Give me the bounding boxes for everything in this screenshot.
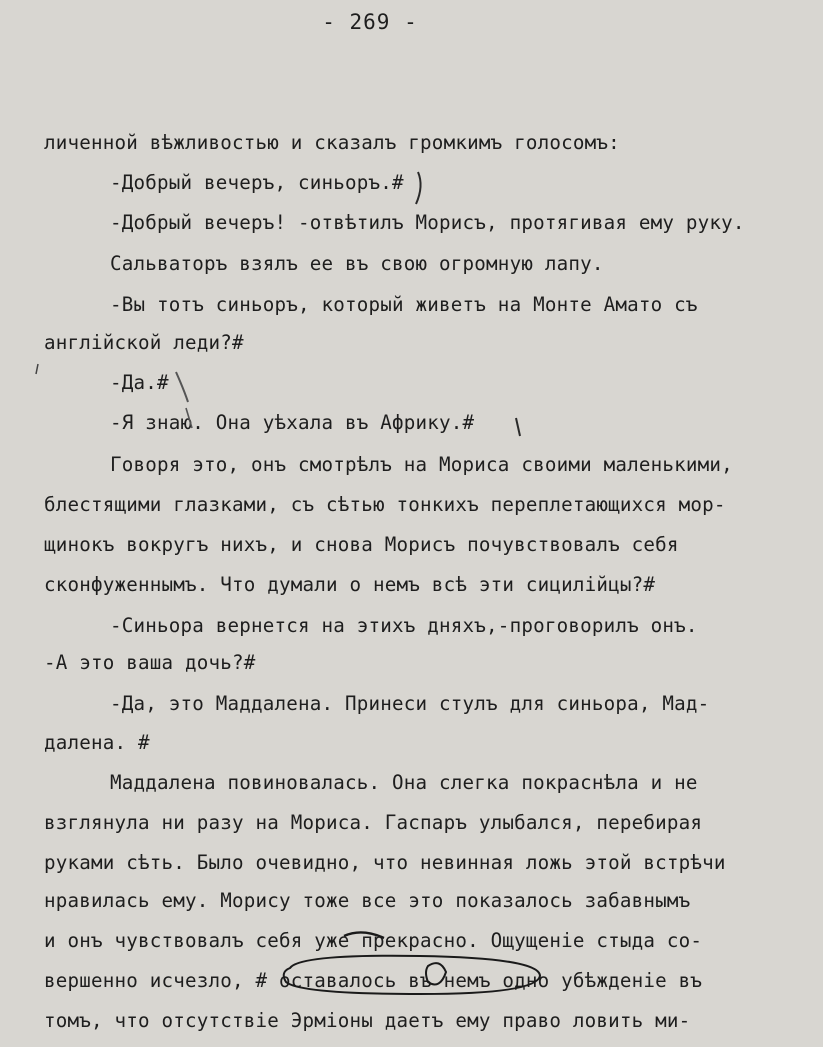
- margin-tick-mark: [36, 364, 38, 374]
- pencil-stroke-mark: [416, 172, 421, 204]
- text-line: -Синьора вернется на этихъ дняхъ,-проговорилъ онъ.: [110, 614, 698, 637]
- text-line: сконфуженнымъ. Что думали о немъ всѣ эти сицилійцы?#: [44, 573, 656, 596]
- text-line: -Да, это Маддалена. Принеси стулъ для синьора, Мад-: [110, 692, 710, 715]
- text-line: личенной вѣжливостью и сказалъ громкимъ голосомъ:: [44, 131, 620, 154]
- text-line: щинокъ вокругъ нихъ, и снова Морисъ почувствовалъ себя: [44, 533, 679, 556]
- text-line: -Я знаю. Она уѣхала въ Африку.#: [110, 411, 475, 434]
- text-line: -Да.#: [110, 371, 169, 394]
- text-line: англійской леди?#: [44, 331, 244, 354]
- text-line: Сальваторъ взялъ ее въ свою огромную лапу.: [110, 252, 604, 275]
- text-line: -Вы тотъ синьоръ, который живетъ на Монте Амато съ: [110, 293, 698, 316]
- text-line: Маддалена повиновалась. Она слегка покраснѣла и не: [110, 771, 698, 794]
- text-line: взглянула ни разу на Мориса. Гаспаръ улыбался, перебирая: [44, 811, 703, 834]
- text-line: вершенно исчезло, # оставалось въ немъ одно убѣжденіе въ: [44, 969, 703, 992]
- page-number: - 269 -: [322, 10, 418, 34]
- text-line: нравилась ему. Морису тоже все это показалось забавнымъ: [44, 889, 691, 912]
- pencil-stroke-mark: [176, 372, 188, 402]
- text-line: -Добрый вечеръ! -отвѣтилъ Морисъ, протягивая ему руку.: [110, 211, 745, 234]
- text-line: далена. #: [44, 731, 150, 754]
- text-line: -А это ваша дочь?#: [44, 651, 256, 674]
- text-line: руками сѣть. Было очевидно, что невинная ложь этой встрѣчи: [44, 851, 726, 874]
- text-line: -Добрый вечеръ, синьоръ.#: [110, 171, 404, 194]
- text-line: томъ, что отсутствіе Эрміоны даетъ ему право ловить ми-: [44, 1009, 691, 1032]
- text-line: и онъ чувствовалъ себя уже прекрасно. Ощущеніе стыда со-: [44, 929, 703, 952]
- pencil-stroke-mark: [516, 418, 520, 436]
- text-line: Говоря это, онъ смотрѣлъ на Мориса своими маленькими,: [110, 453, 733, 476]
- text-line: блестящими глазками, съ сѣтью тонкихъ переплетающихся мор-: [44, 493, 726, 516]
